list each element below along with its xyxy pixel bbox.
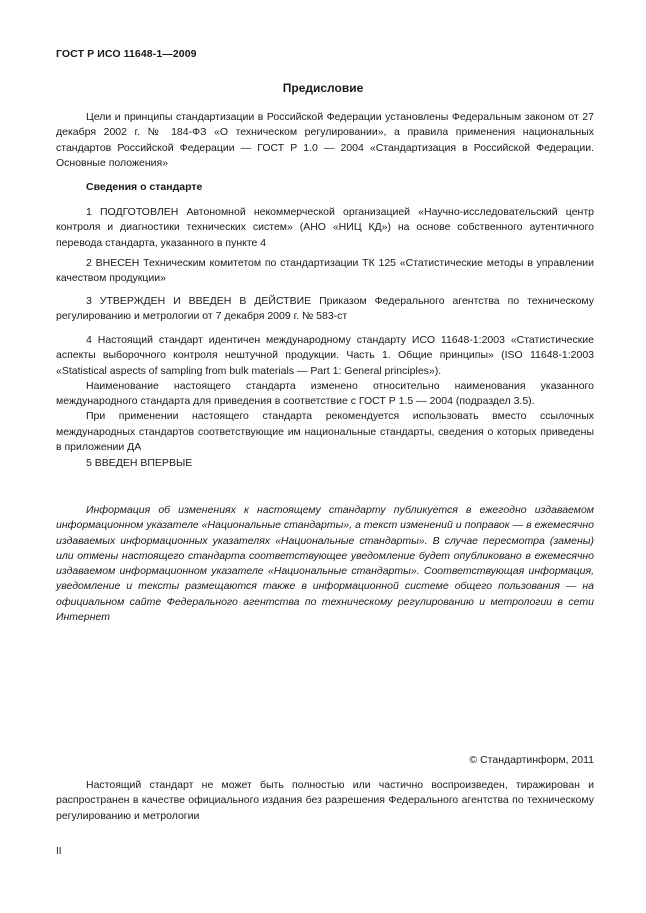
item-4-text-a: 4 Настоящий стандарт идентичен международному стандарту ИСО 11648-1:2003 «Статистические аспекты выборочного контроля нештучной продукции. Часть 1. Общие принципы» (ISO 11648-1:2003 «Statistical aspects of sampling from bulk materials — Part 1: General principles»).: [56, 334, 594, 377]
reproduction-text: Настоящий стандарт не может быть полностью или частично воспроизведен, тиражирован и распространен в качестве официального издания без разрешения Федерального агентства по техническому регулированию и метрологии: [56, 779, 594, 822]
item-2: [56, 256, 594, 287]
notice-paragraph: [56, 503, 594, 625]
item-1: [56, 205, 594, 251]
item-5: 5 ВВЕДЕН ВПЕРВЫЕ: [86, 457, 193, 469]
document-header: ГОСТ Р ИСО 11648-1—2009: [56, 48, 197, 60]
item-1-text: 1 ПОДГОТОВЛЕН Автономной некоммерческой организацией «Научно-исследовательский центр контроля и диагностики технических систем» (АНО «НИЦ КД») на основе собственного аутентичного перевода стандарта, указанного в пункте 4: [56, 206, 594, 249]
reproduction-notice: [56, 778, 594, 824]
intro-paragraph: [56, 110, 594, 171]
intro-text: Цели и принципы стандартизации в Российской Федерации установлены Федеральным законом от 27 декабря 2002 г. № 184-ФЗ «О техническом регулировании», а правила применения национальных стандартов Российской Федерации — ГОСТ Р 1.0 — 2004 «Стандартизация в Российской Федерации. Основные положения»: [56, 111, 594, 169]
item-3-text: 3 УТВЕРЖДЕН И ВВЕДЕН В ДЕЙСТВИЕ Приказом Федерального агентства по техническому регулированию и метрологии от 7 декабря 2009 г. № 583-ст: [56, 295, 594, 323]
copyright: © Стандартинформ, 2011: [469, 754, 594, 766]
item-4: [56, 333, 594, 455]
page-title: Предисловие: [282, 81, 364, 95]
page-number: II: [56, 846, 62, 857]
notice-text: Информация об изменениях к настоящему стандарту публикуется в ежегодно издаваемом информационном указателе «Национальные стандарты», а текст изменений и поправок — в ежемесячно издаваемых информационных указателях «Национальные стандарты». В случае пересмотра (замены) или отмены настоящего стандарта соответствующее уведомление будет опубликовано в ежемесячно издаваемом информационном указателе «Национальные стандарты». Соответствующая информация, уведомление и тексты размещаются также в информационной системе общего пользования — на официальном сайте Федерального агентства по техническому регулированию и метрологии в сети Интернет: [56, 504, 594, 624]
info-heading: Сведения о стандарте: [86, 181, 203, 193]
item-4-text-c: При применении настоящего стандарта рекомендуется использовать вместо ссылочных международных стандартов соответствующие им национальные стандарты, сведения о которых приведены в приложении ДА: [56, 410, 594, 454]
item-3: [56, 294, 594, 325]
item-4-text-b: Наименование настоящего стандарта изменено относительно наименования указанного международного стандарта для приведения в соответствие с ГОСТ Р 1.5 — 2004 (подраздел 3.5).: [56, 379, 594, 408]
item-2-text: 2 ВНЕСЕН Техническим комитетом по стандартизации ТК 125 «Статистические методы в управлении качеством продукции»: [56, 257, 594, 285]
